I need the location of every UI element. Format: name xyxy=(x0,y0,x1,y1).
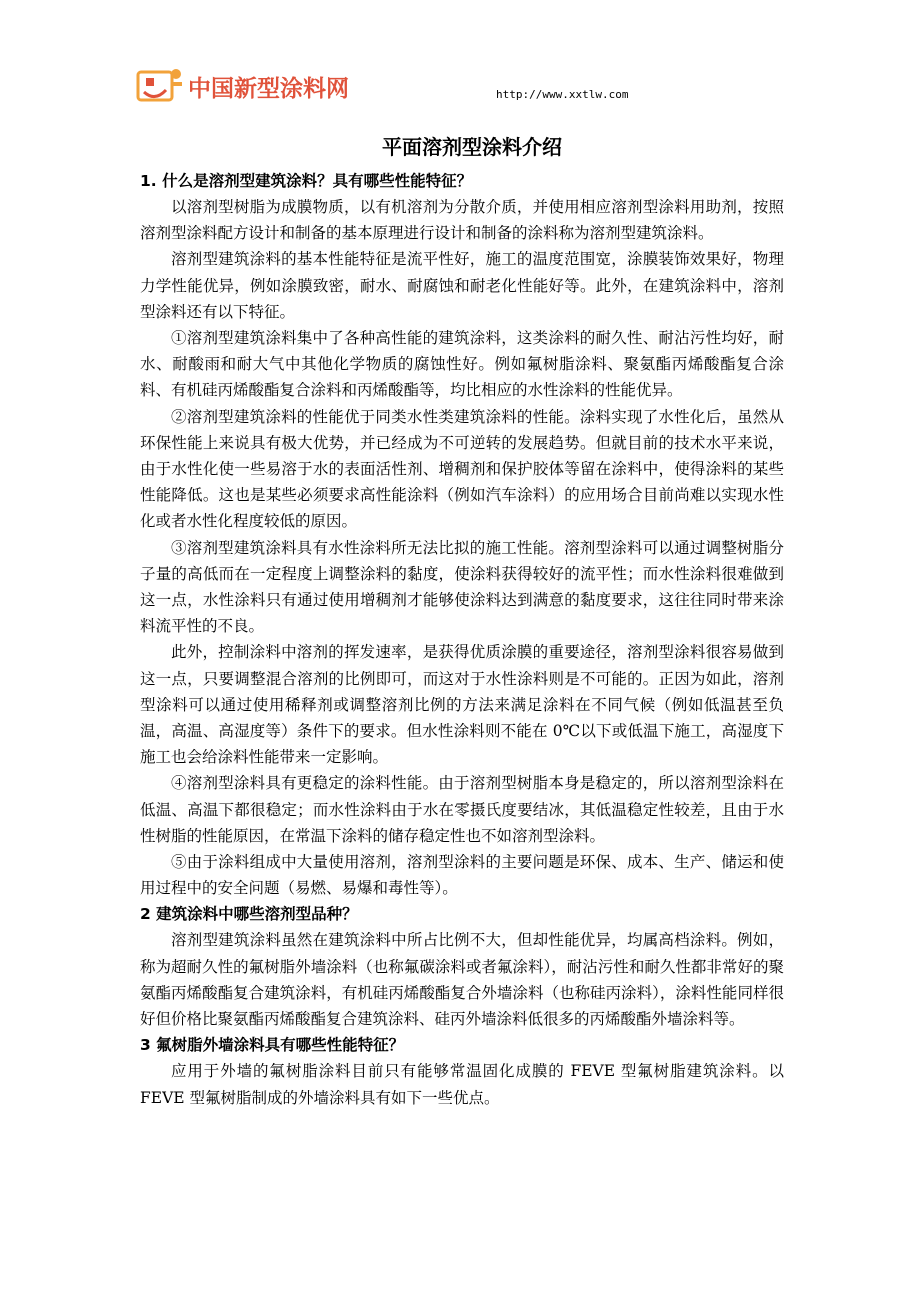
document-body xyxy=(140,132,784,1111)
paragraph: ④溶剂型涂料具有更稳定的涂料性能。由于溶剂型树脂本身是稳定的，所以溶剂型涂料在低温、高温下都很稳定；而水性涂料由于水在零摄氏度要结冰，其低温稳定性较差，且由于水性树脂的性能原因，在常温下涂料的储存稳定性也不如溶剂型涂料。 xyxy=(140,774,784,845)
page-header xyxy=(136,66,636,110)
paragraph: 溶剂型建筑涂料虽然在建筑涂料中所占比例不大，但却性能优异，均属高档涂料。例如，称为超耐久性的氟树脂外墙涂料（也称氟碳涂料或者氟涂料），耐沾污性和耐久性都非常好的聚氨酯丙烯酸酯复合建筑涂料，有机硅丙烯酸酯复合外墙涂料（也称硅丙涂料），涂料性能同样很好但价格比聚氨酯丙烯酸酯复合建筑涂料、硅丙外墙涂料低很多的丙烯酸酯外墙涂料等。 xyxy=(140,931,784,1029)
paragraph: 应用于外墙的氟树脂涂料目前只有能够常温固化成膜的 FEVE 型氟树脂建筑涂料。以 FEVE 型氟树脂制成的外墙涂料具有如下一些优点。 xyxy=(140,1062,784,1107)
section-heading: 2 建筑涂料中哪些溶剂型品种？ xyxy=(140,905,358,924)
paragraph: 此外，控制涂料中溶剂的挥发速率，是获得优质涂膜的重要途径，溶剂型涂料很容易做到这一点，只要调整混合溶剂的比例即可，而这对于水性涂料则是不可能的。正因为如此，溶剂型涂料可以通过使用稀释剂或调整溶剂比例的方法来满足涂料在不同气候（例如低温甚至负温，高温、高湿度等）条件下的要求。但水性涂料则不能在 0℃以下或低温下施工，高湿度下施工也会给涂料性能带来一定影响。 xyxy=(140,643,784,767)
logo-icon xyxy=(136,66,186,104)
paragraph: ⑤由于涂料组成中大量使用溶剂，溶剂型涂料的主要问题是环保、成本、生产、储运和使用过程中的安全问题（易燃、易爆和毒性等）。 xyxy=(140,853,784,898)
section-heading: 1. 什么是溶剂型建筑涂料？具有哪些性能特征？ xyxy=(140,172,473,190)
site-url[interactable]: http://www.xxtlw.com xyxy=(496,88,629,101)
paragraph: 溶剂型建筑涂料的基本性能特征是流平性好，施工的温度范围宽，涂膜装饰效果好，物理力学性能优异，例如涂膜致密，耐水、耐腐蚀和耐老化性能好等。此外，在建筑涂料中，溶剂型涂料还有以下特征。 xyxy=(140,250,784,321)
paragraph: ①溶剂型建筑涂料集中了各种高性能的建筑涂料，这类涂料的耐久性、耐沾污性均好，耐水、耐酸雨和耐大气中其他化学物质的腐蚀性好。例如氟树脂涂料、聚氨酯丙烯酸酯复合涂料、有机硅丙烯酸酯复合涂料和丙烯酸酯等，均比相应的水性涂料的性能优异。 xyxy=(140,329,784,400)
paragraph: ②溶剂型建筑涂料的性能优于同类水性类建筑涂料的性能。涂料实现了水性化后，虽然从环保性能上来说具有极大优势，并已经成为不可逆转的发展趋势。但就目前的技术水平来说，由于水性化使一些易溶于水的表面活性剂、增稠剂和保护胶体等留在涂料中，使得涂料的某些性能降低。这也是某些必须要求高性能涂料（例如汽车涂料）的应用场合目前尚难以实现水性化或者水性化程度较低的原因。 xyxy=(140,407,784,531)
logo-text: 中国新型涂料网 xyxy=(188,76,349,102)
document-title: 平面溶剂型涂料介绍 xyxy=(382,135,562,159)
section-heading: 3 氟树脂外墙涂料具有哪些性能特征？ xyxy=(140,1036,405,1055)
section-3 xyxy=(140,1032,784,1110)
section-1 xyxy=(140,168,784,901)
paragraph: ③溶剂型建筑涂料具有水性涂料所无法比拟的施工性能。溶剂型涂料可以通过调整树脂分子量的高低而在一定程度上调整涂料的黏度，使涂料获得较好的流平性；而水性涂料很难做到这一点，水性涂料只有通过使用增稠剂才能够使涂料达到满意的黏度要求，这往往同时带来涂料流平性的不良。 xyxy=(140,538,784,636)
section-2 xyxy=(140,901,784,1032)
paragraph: 以溶剂型树脂为成膜物质，以有机溶剂为分散介质，并使用相应溶剂型涂料用助剂，按照溶剂型涂料配方设计和制备的基本原理进行设计和制备的涂料称为溶剂型建筑涂料。 xyxy=(140,198,784,243)
